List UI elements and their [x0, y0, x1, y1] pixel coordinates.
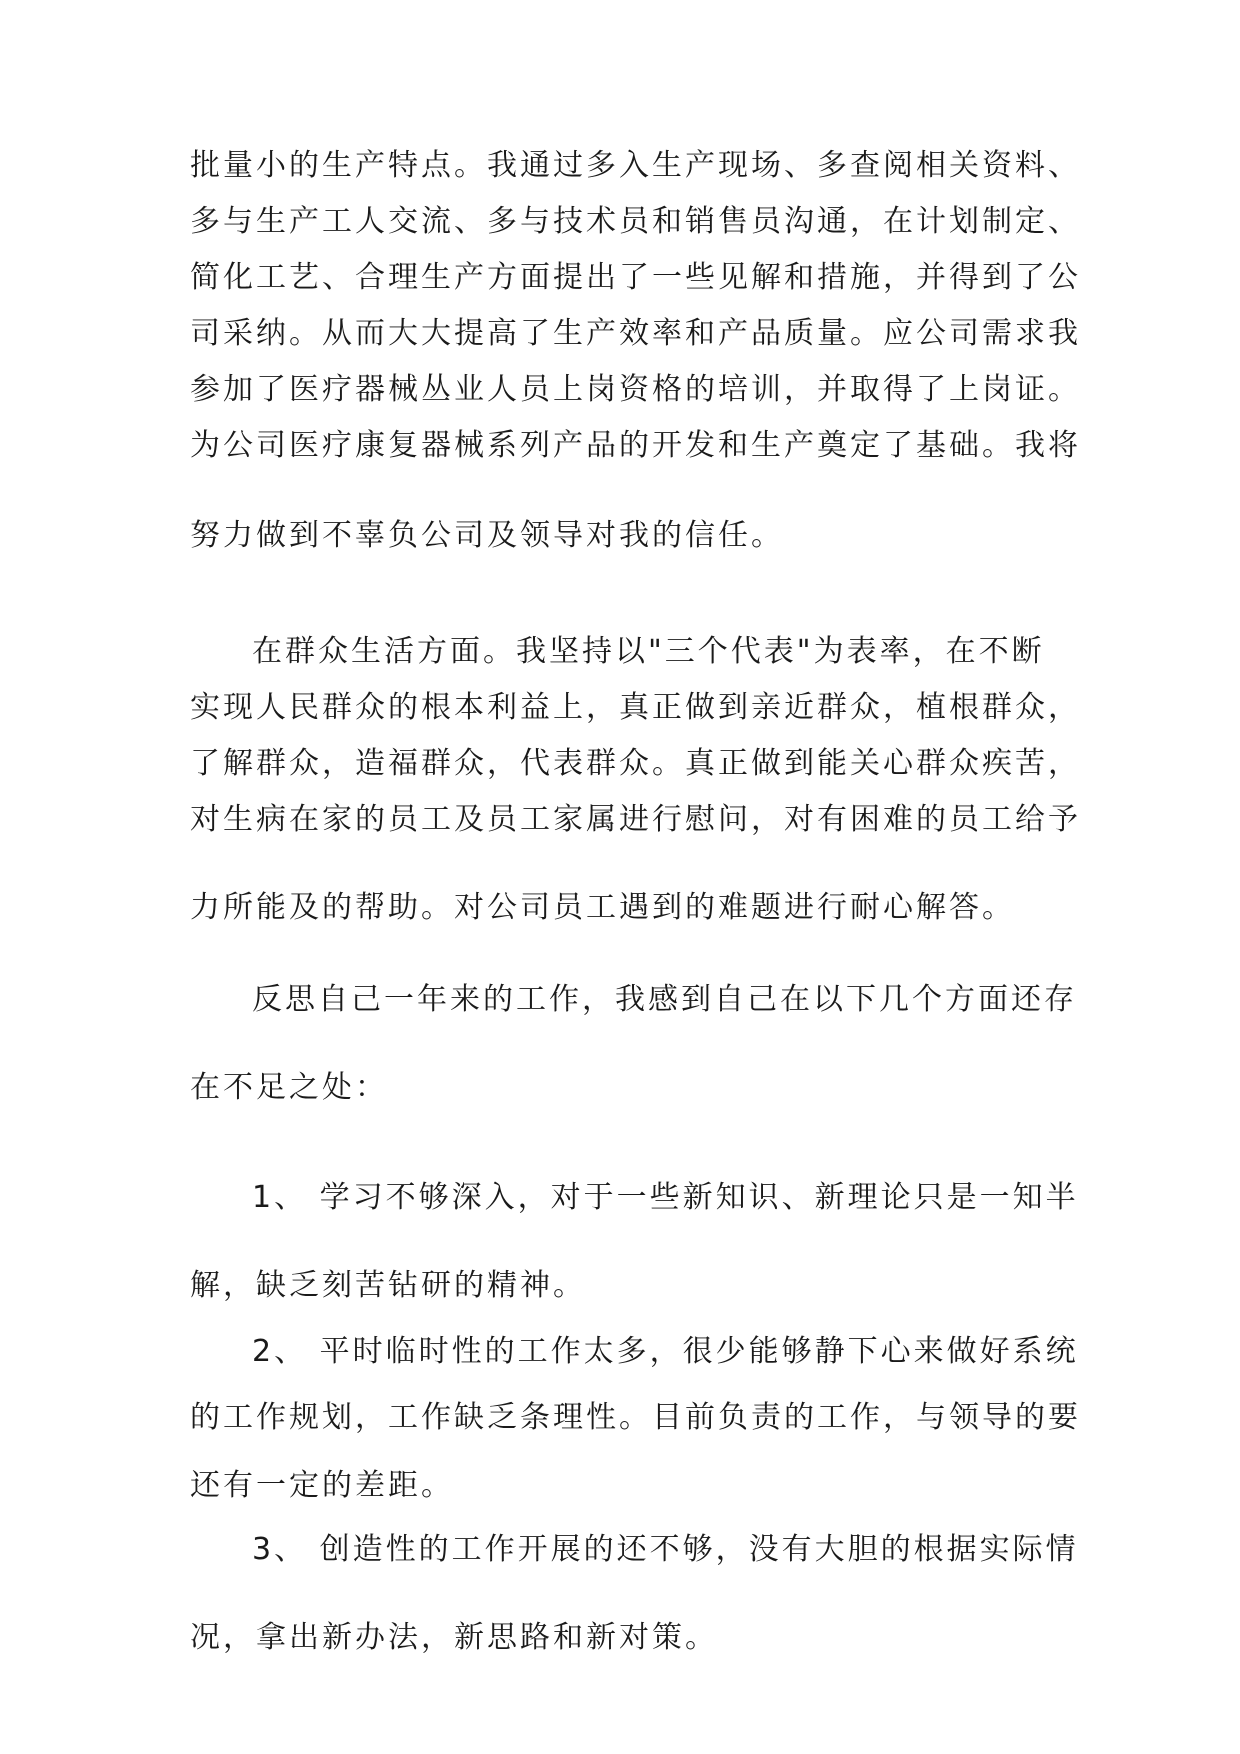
- text-line-2: 多与生产工人交流、多与技术员和销售员沟通，在计划制定、: [190, 204, 1081, 239]
- text-line-3: 简化工艺、合理生产方面提出了一些见解和措施，并得到了公: [190, 260, 1081, 295]
- text-line-10: 了解群众，造福群众，代表群众。真正做到能关心群众疾苦，: [190, 746, 1081, 781]
- text-line-16: 解，缺乏刻苦钻研的精神。: [190, 1268, 586, 1303]
- text-line-17: 2、 平时临时性的工作太多，很少能够静下心来做好系统: [252, 1334, 1079, 1369]
- text-line-13: 反思自己一年来的工作，我感到自己在以下几个方面还存: [252, 982, 1077, 1017]
- text-line-9: 实现人民群众的根本利益上，真正做到亲近群众，植根群众，: [190, 690, 1081, 725]
- text-line-8: 在群众生活方面。我坚持以"三个代表"为表率，在不断: [252, 634, 1045, 669]
- text-line-21: 况，拿出新办法，新思路和新对策。: [190, 1620, 718, 1655]
- text-line-14: 在不足之处：: [190, 1070, 388, 1105]
- text-line-1: 批量小的生产特点。我通过多入生产现场、多查阅相关资料、: [190, 148, 1081, 183]
- text-line-6: 为公司医疗康复器械系列产品的开发和生产奠定了基础。我将: [190, 428, 1081, 463]
- text-line-20: 3、 创造性的工作开展的还不够，没有大胆的根据实际情: [252, 1532, 1079, 1567]
- text-line-19: 还有一定的差距。: [190, 1468, 454, 1503]
- text-line-15: 1、 学习不够深入，对于一些新知识、新理论只是一知半: [252, 1180, 1079, 1215]
- text-line-7: 努力做到不辜负公司及领导对我的信任。: [190, 518, 784, 553]
- text-line-18: 的工作规划，工作缺乏条理性。目前负责的工作，与领导的要: [190, 1400, 1081, 1435]
- text-line-4: 司采纳。从而大大提高了生产效率和产品质量。应公司需求我: [190, 316, 1081, 351]
- text-line-5: 参加了医疗器械丛业人员上岗资格的培训，并取得了上岗证。: [190, 372, 1081, 407]
- text-line-11: 对生病在家的员工及员工家属进行慰问，对有困难的员工给予: [190, 802, 1081, 837]
- text-line-12: 力所能及的帮助。对公司员工遇到的难题进行耐心解答。: [190, 890, 1015, 925]
